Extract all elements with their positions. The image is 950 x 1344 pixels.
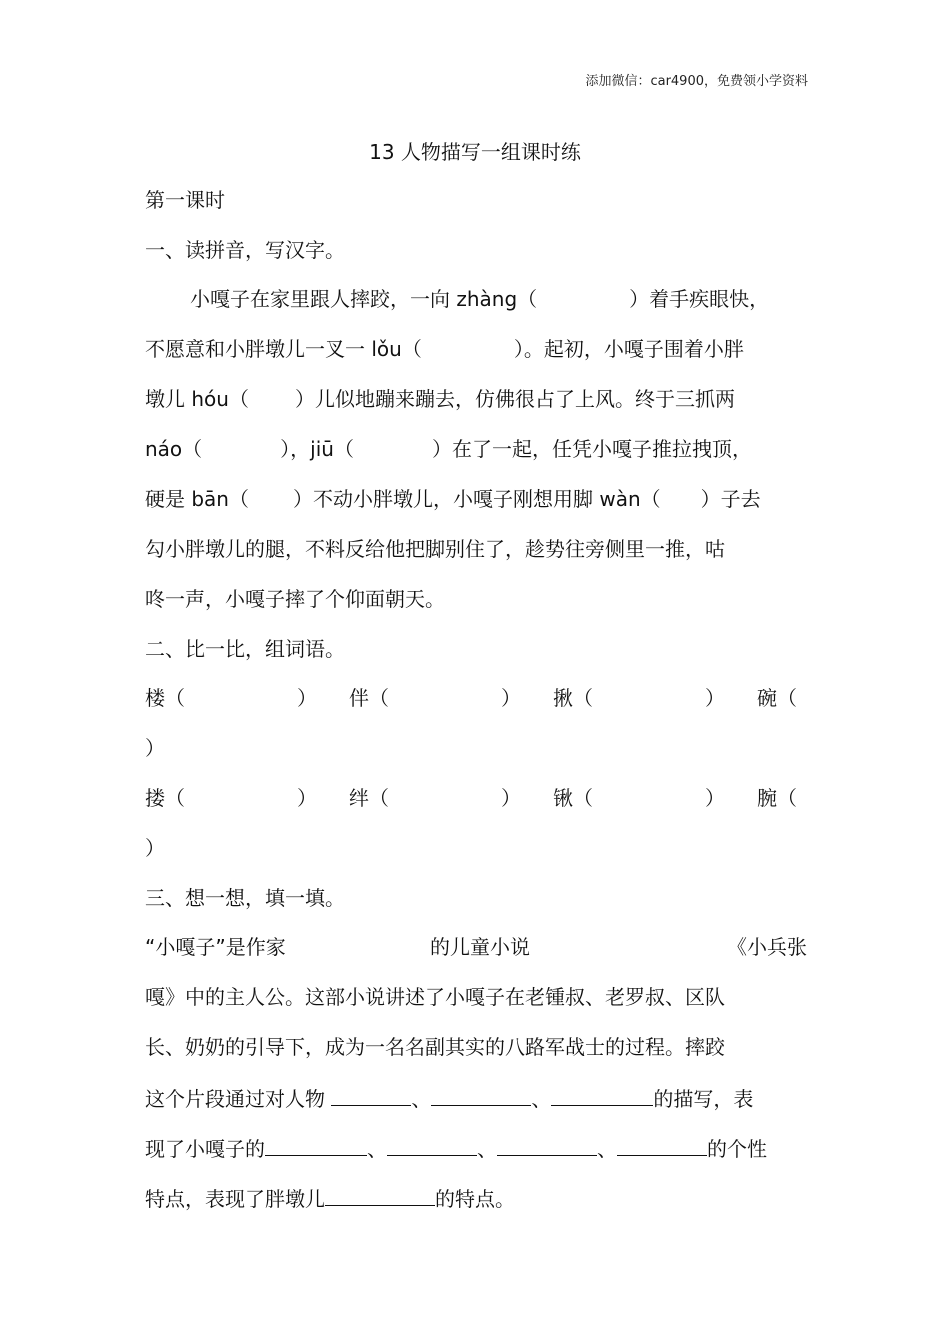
section3-heading: 三、想一想，填一填。 (145, 886, 345, 910)
word-item: ） (501, 786, 521, 810)
answer-underline[interactable] (387, 1133, 477, 1156)
section1-line-6: 勾小胖墩儿的腿，不料反给他把脚别住了，趁势往旁侧里一推，咕 (145, 537, 725, 561)
word-item: ） (297, 686, 317, 710)
answer-underline[interactable] (431, 1083, 531, 1106)
lesson-label: 第一课时 (145, 188, 225, 212)
section1-line-5: 硬是 bān（ ）不动小胖墩儿，小嘎子刚想用脚 wàn（ ）子去 (145, 487, 761, 511)
word-item: ） (297, 786, 317, 810)
word-item: 腕（ (757, 786, 797, 810)
page-header-note: 添加微信：car4900，免费领小学资料 (585, 74, 808, 89)
answer-underline[interactable] (497, 1133, 597, 1156)
word-item: 碗（ (757, 686, 797, 710)
answer-underline[interactable] (331, 1083, 411, 1106)
section3-line-3: 长、奶奶的引导下，成为一名名副其实的八路军战士的过程。摔跤 (145, 1035, 725, 1059)
section3-line-2: 嘎》中的主人公。这部小说讲述了小嘎子在老锺叔、老罗叔、区队 (145, 985, 725, 1009)
answer-underline[interactable] (551, 1083, 653, 1106)
section2-heading: 二、比一比，组词语。 (145, 637, 345, 661)
section1-line-1: 小嘎子在家里跟人摔跤，一向 zhàng（ ）着手疾眼快， (190, 287, 770, 311)
section3-line-4: 这个片段通过对人物 、 、 的描写，表 (145, 1083, 807, 1113)
compare-row-2 (145, 784, 807, 812)
word-item: 揪（ (553, 686, 593, 710)
answer-underline[interactable] (617, 1133, 707, 1156)
compare-row-1-wrap: ） (145, 736, 165, 760)
section1-heading: 一、读拼音，写汉字。 (145, 238, 345, 262)
word-item: ） (705, 786, 725, 810)
word-item: 搂（ (145, 786, 185, 810)
section3-line-1: “小嘎子”是作家 的儿童小说 《小兵张 (145, 935, 807, 959)
answer-underline[interactable] (265, 1133, 367, 1156)
section1-line-2: 不愿意和小胖墩儿一叉一 lǒu（ ）。起初，小嘎子围着小胖 (145, 337, 744, 361)
answer-underline[interactable] (325, 1183, 435, 1206)
word-item: ） (705, 686, 725, 710)
section3-line-6: 特点，表现了胖墩儿 的特点。 (145, 1183, 807, 1213)
word-item: 楼（ (145, 686, 185, 710)
word-item: 伴（ (349, 686, 389, 710)
section1-line-3: 墩儿 hóu（ ）儿似地蹦来蹦去，仿佛很占了上风。终于三抓两 (145, 387, 735, 411)
word-item: ） (501, 686, 521, 710)
word-item: 锹（ (553, 786, 593, 810)
page-title: 13 人物描写一组课时练 (369, 140, 581, 164)
word-item: 绊（ (349, 786, 389, 810)
section1-line-4: náo（ ），jiū（ ）在了一起，任凭小嘎子推拉拽顶， (145, 437, 752, 461)
section3-line-5: 现了小嘎子的 、 、 、 的个性 (145, 1133, 807, 1163)
section1-line-7: 咚一声，小嘎子摔了个仰面朝天。 (145, 587, 445, 611)
compare-row-2-wrap: ） (145, 836, 165, 860)
compare-row-1 (145, 684, 807, 712)
